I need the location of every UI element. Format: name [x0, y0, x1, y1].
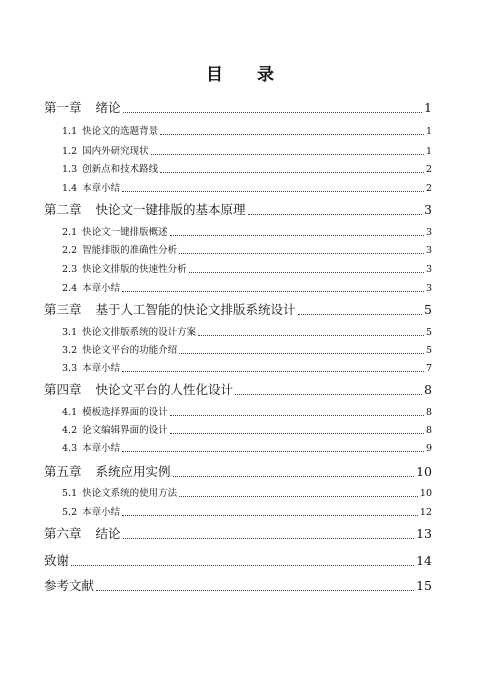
dot-leader	[123, 112, 423, 113]
toc-entry-label	[62, 165, 158, 175]
toc-entry-section-5-2[interactable]	[62, 508, 432, 518]
dot-leader	[198, 335, 424, 336]
toc-entry-number: 2.3	[62, 264, 78, 275]
toc-entry-text: 快论文系统的使用方法	[82, 488, 178, 499]
toc-entry-number: 3.3	[62, 363, 78, 374]
toc-entry-text: 快论文的选题背景	[82, 126, 159, 137]
toc-entry-page: 3	[425, 245, 432, 256]
toc-entry-page: 5	[425, 345, 432, 356]
toc-entry-section-5-1[interactable]	[62, 489, 432, 499]
toc-entry-number: 2.1	[62, 227, 78, 238]
toc-entry-section-2-3[interactable]	[62, 265, 432, 275]
toc-entry-section-3-2[interactable]	[62, 346, 432, 356]
dot-leader	[173, 476, 415, 477]
toc-entry-label	[62, 265, 187, 275]
toc-entry-text: 系统应用实例	[95, 464, 171, 479]
toc-entry-page: 3	[425, 227, 432, 238]
toc-entry-page: 10	[416, 464, 432, 479]
toc-entry-label	[44, 580, 94, 593]
toc-entry-text: 快论文排版的快速性分析	[82, 264, 187, 275]
toc-entry-number: 第四章	[44, 382, 82, 397]
toc-entry-chapter-3[interactable]	[44, 304, 432, 317]
toc-entry-label	[62, 364, 120, 374]
toc-entry-section-1-3[interactable]	[62, 165, 432, 175]
toc-entry-text: 本章小结	[82, 507, 121, 518]
toc-entry-text: 快论文排版系统的设计方案	[82, 327, 197, 338]
dot-leader	[248, 214, 423, 215]
toc-entry-text: 模板选择界面的设计	[82, 407, 168, 418]
toc-entry-number: 4.3	[62, 443, 78, 454]
toc-entry-page: 10	[419, 488, 432, 499]
toc-entry-section-4-3[interactable]	[62, 444, 432, 454]
toc-entry-text: 论文编辑界面的设计	[82, 425, 168, 436]
toc-entry-label	[62, 184, 120, 194]
toc-entry-page: 14	[416, 553, 432, 568]
toc-entry-number: 第三章	[44, 302, 82, 317]
toc-entry-label	[62, 328, 196, 338]
toc-entry-section-3-3[interactable]	[62, 364, 432, 374]
dot-leader	[122, 451, 424, 452]
toc-entry-text: 结论	[95, 526, 121, 541]
toc-entry-label	[44, 466, 171, 479]
toc-entry-text: 绪论	[95, 100, 121, 115]
toc-entry-chapter-1[interactable]	[44, 102, 432, 115]
toc-entry-number: 1.2	[62, 146, 78, 157]
toc-entry-number: 4.1	[62, 407, 78, 418]
toc-entry-label	[44, 528, 121, 541]
dot-leader	[122, 515, 418, 516]
toc-entry-text: 本章小结	[82, 283, 121, 294]
toc-entry-page: 1	[424, 100, 432, 115]
dot-leader	[235, 394, 422, 395]
toc-entry-page: 3	[424, 202, 432, 217]
toc-entry-section-3-1[interactable]	[62, 328, 432, 338]
toc-entry-label	[62, 444, 120, 454]
toc-entry-text: 本章小结	[82, 363, 121, 374]
toc-entry-page: 3	[425, 283, 432, 294]
toc-entry-number: 第一章	[44, 100, 82, 115]
toc-entry-number: 3.1	[62, 327, 78, 338]
toc-entry-section-1-1[interactable]	[62, 127, 432, 137]
toc-entry-section-2-2[interactable]	[62, 246, 432, 256]
toc-entry-label	[44, 304, 296, 317]
dot-leader	[71, 565, 414, 566]
toc-entry-text: 致谢	[44, 553, 70, 568]
toc-entry-label	[62, 408, 168, 418]
toc-entry-section-1-4[interactable]	[62, 184, 432, 194]
toc-entry-text: 本章小结	[82, 443, 121, 454]
dot-leader	[122, 371, 424, 372]
toc-entry-label	[62, 246, 177, 256]
toc-entry-label	[62, 284, 120, 294]
toc-entry-label	[62, 228, 168, 238]
toc-entry-page: 2	[425, 183, 432, 194]
toc-entry-page: 1	[425, 126, 432, 137]
dot-leader	[160, 134, 424, 135]
toc-entry-label	[62, 426, 168, 436]
dot-leader	[170, 433, 424, 434]
dot-leader	[298, 314, 423, 315]
dot-leader	[179, 353, 424, 354]
toc-entry-text: 快论文平台的人性化设计	[95, 382, 234, 397]
toc-entry-chapter-2[interactable]	[44, 204, 432, 217]
toc-entry-text: 参考文献	[44, 578, 95, 593]
toc-entry-page: 8	[425, 425, 432, 436]
toc-entry-references[interactable]	[44, 580, 432, 593]
toc-entry-number: 1.4	[62, 183, 78, 194]
toc-entry-chapter-6[interactable]	[44, 528, 432, 541]
toc-entry-number: 1.3	[62, 164, 78, 175]
toc-entry-number: 3.2	[62, 345, 78, 356]
toc-entry-number: 2.4	[62, 283, 78, 294]
toc-entry-page: 8	[424, 382, 432, 397]
toc-entry-chapter-4[interactable]	[44, 384, 432, 397]
toc-entry-label	[62, 489, 177, 499]
toc-entry-page: 2	[425, 164, 432, 175]
toc-entry-page: 5	[424, 302, 432, 317]
page-title: 目 录	[206, 65, 288, 85]
toc-entry-page: 8	[425, 407, 432, 418]
toc-entry-page: 15	[416, 578, 432, 593]
toc-entry-chapter-5[interactable]	[44, 466, 432, 479]
toc-entry-page: 12	[419, 507, 432, 518]
dot-leader	[179, 496, 418, 497]
toc-entry-page: 13	[416, 526, 432, 541]
dot-leader	[179, 253, 424, 254]
toc-entry-label	[44, 384, 233, 397]
toc-entry-number: 1.1	[62, 126, 78, 137]
toc-entry-number: 2.2	[62, 245, 78, 256]
toc-entry-page: 9	[425, 443, 432, 454]
toc-entry-text: 快论文平台的功能介绍	[82, 345, 178, 356]
toc-entry-text: 国内外研究现状	[82, 146, 149, 157]
toc-entry-page: 7	[425, 363, 432, 374]
toc-entry-text: 快论文一键排版的基本原理	[95, 202, 246, 217]
toc-entry-page: 3	[425, 264, 432, 275]
toc-entry-section-1-2[interactable]	[62, 147, 432, 157]
toc-entry-page: 1	[425, 146, 432, 157]
toc-entry-text: 智能排版的准确性分析	[82, 245, 178, 256]
toc-entry-page: 5	[425, 327, 432, 338]
dot-leader	[122, 291, 424, 292]
toc-entry-text: 快论文一键排版概述	[82, 227, 168, 238]
dot-leader	[170, 235, 424, 236]
dot-leader	[160, 172, 424, 173]
toc-entry-number: 第五章	[44, 464, 82, 479]
dot-leader	[151, 154, 424, 155]
toc-entry-label	[44, 102, 121, 115]
toc-entry-label	[62, 127, 158, 137]
toc-entry-section-2-4[interactable]	[62, 284, 432, 294]
dot-leader	[123, 538, 415, 539]
toc-entry-text: 本章小结	[82, 183, 121, 194]
toc-entry-number: 4.2	[62, 425, 78, 436]
toc-entry-acknowledgements[interactable]	[44, 555, 432, 568]
toc-entry-label	[44, 204, 246, 217]
toc-entry-section-4-1[interactable]	[62, 408, 432, 418]
toc-entry-section-2-1[interactable]	[62, 228, 432, 238]
dot-leader	[189, 272, 424, 273]
dot-leader	[96, 590, 414, 591]
toc-entry-label	[44, 555, 69, 568]
toc-entry-label	[62, 508, 120, 518]
toc-entry-number: 5.2	[62, 507, 78, 518]
toc-entry-text: 基于人工智能的快论文排版系统设计	[95, 302, 296, 317]
toc-entry-number: 第六章	[44, 526, 82, 541]
toc-entry-label	[62, 346, 177, 356]
toc-entry-number: 第二章	[44, 202, 82, 217]
toc-entry-text: 创新点和技术路线	[82, 164, 159, 175]
toc-entry-number: 5.1	[62, 488, 78, 499]
toc-entry-section-4-2[interactable]	[62, 426, 432, 436]
toc-entry-label	[62, 147, 149, 157]
dot-leader	[122, 191, 424, 192]
dot-leader	[170, 415, 424, 416]
